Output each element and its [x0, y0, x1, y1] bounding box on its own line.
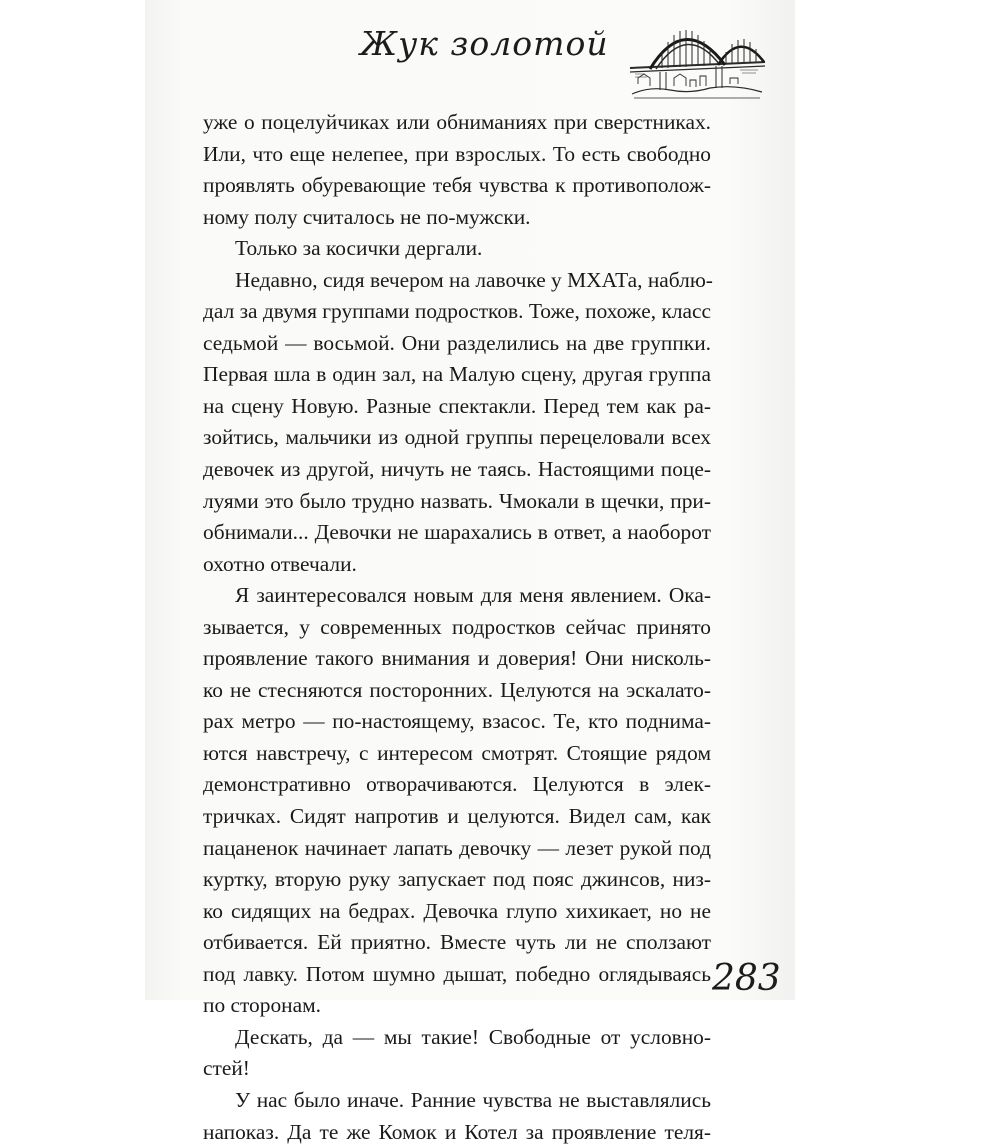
text-line: зойтись, мальчики из одной группы перецеловали всех: [203, 422, 711, 454]
text-line: Или, что еще нелепее, при взрослых. То есть свободно: [203, 139, 711, 171]
text-line: демонстративно отворачиваются. Целуются в элек-: [203, 769, 711, 801]
text-line: стей!: [203, 1053, 711, 1085]
text-line: уже о поцелуйчиках или обниманиях при сверстниках.: [203, 107, 711, 139]
text-line: обнимали... Девочки не шарахались в ответ, а наоборот: [203, 517, 711, 549]
text-line: отбивается. Ей приятно. Вместе чуть ли не сползают: [203, 927, 711, 959]
text-line: ются навстречу, с интересом смотрят. Стоящие рядом: [203, 738, 711, 770]
text-line: Я заинтересовался новым для меня явлением. Ока-: [203, 580, 711, 612]
text-line: Недавно, сидя вечером на лавочке у МХАТа, наблю-: [203, 265, 711, 297]
text-line: по сторонам.: [203, 990, 711, 1022]
text-line: Первая шла в один зал, на Малую сцену, другая группа: [203, 359, 711, 391]
body-text: [203, 107, 711, 1148]
text-line: дал за двумя группами подростков. Тоже, похоже, класс: [203, 296, 711, 328]
text-line: напоказ. Да те же Комок и Котел за проявление теля-: [203, 1117, 711, 1148]
text-line: охотно отвечали.: [203, 549, 711, 581]
text-line: ному полу считалось не по-мужски.: [203, 202, 711, 234]
text-line: рах метро — по-настоящему, взасос. Те, кто поднима-: [203, 706, 711, 738]
text-line: Дескать, да — мы такие! Свободные от условно-: [203, 1022, 711, 1054]
running-header-title: Жук золотой: [360, 24, 609, 63]
text-line: Только за косички дергали.: [203, 233, 711, 265]
page-number: 283: [712, 958, 781, 999]
text-line: под лавку. Потом шумно дышат, победно оглядываясь: [203, 959, 711, 991]
bridge-illustration-icon: [630, 8, 765, 100]
text-line: тричках. Сидят напротив и целуются. Видел сам, как: [203, 801, 711, 833]
text-line: зывается, у современных подростков сейчас принято: [203, 612, 711, 644]
text-line: ко не стесняются посторонних. Целуются на эскалато-: [203, 675, 711, 707]
text-line: седьмой — восьмой. Они разделились на две группки.: [203, 328, 711, 360]
text-line: проявление такого внимания и доверия! Они нисколь-: [203, 643, 711, 675]
text-line: луями это было трудно назвать. Чмокали в щечки, при-: [203, 486, 711, 518]
text-line: на сцену Новую. Разные спектакли. Перед тем как ра-: [203, 391, 711, 423]
text-line: ко сидящих на бедрах. Девочка глупо хихикает, но не: [203, 896, 711, 928]
text-line: пацаненок начинает лапать девочку — лезет рукой под: [203, 833, 711, 865]
text-line: девочек из другой, ничуть не таясь. Настоящими поце-: [203, 454, 711, 486]
text-line: куртку, вторую руку запускает под пояс джинсов, низ-: [203, 864, 711, 896]
text-line: проявлять обуревающие тебя чувства к противополож-: [203, 170, 711, 202]
text-line: У нас было иначе. Ранние чувства не выставлялись: [203, 1085, 711, 1117]
